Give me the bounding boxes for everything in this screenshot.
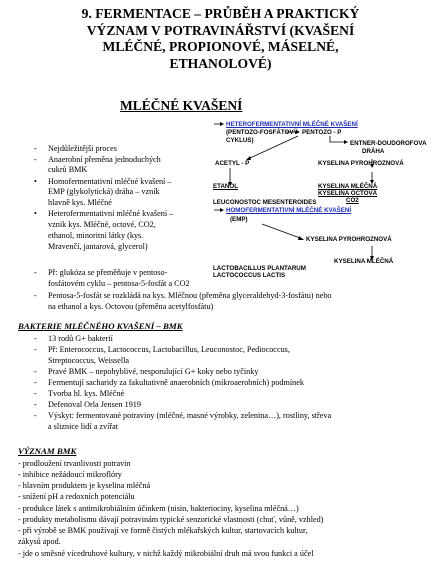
diagram-label: PENTOZO - P (302, 129, 342, 136)
list-item: Streptococcus, Weissella (48, 356, 130, 365)
vyznam-heading: VÝZNAM BMK (18, 446, 77, 456)
diagram-label: (PENTOZO-FOSFÁTOVÝ (226, 129, 298, 136)
diagram-label: LEUCONOSTOC MESENTEROIDES (213, 199, 317, 206)
list-item: a sliznice lidí a zvířat (48, 422, 119, 431)
diagram-label: DRÁHA (362, 148, 385, 155)
arrow-icon (250, 136, 298, 158)
title-line: MLÉČNÉ, PROPIONOVÉ, MÁSELNÉ, (102, 39, 339, 54)
diagram-label: LACTOBACILLUS PLANTARUM (213, 265, 306, 272)
list-item: - prodloužení trvanlivosti potravin (18, 459, 131, 468)
diagram-label: KYSELINA MLÉČNÁ (318, 183, 378, 190)
list-item: - snížení pH a redoxních potenciálu (18, 492, 135, 501)
diagram-label: KYSELINA OCTOVÁ (318, 190, 378, 197)
list-item: - jde o směsné vícedruhové kultury, v nichž každý mikrobiální druh má svou funkci a účel (18, 549, 314, 558)
list-item: - Pravé BMK – nepohyblivé, nesporulující G+ koky nebo tyčinky (48, 367, 258, 377)
diagram-label: KYSELINA MLÉČNÁ (334, 258, 394, 265)
list-item: - při výrobě se BMK používají ve formě čistých mlékařských kultur, startovacích kultur, (18, 526, 308, 535)
list-item: - inhibice nežádoucí mikroflóry (18, 470, 122, 479)
list-item: na ethanol a kys. Octovou (přeměna acetylfosfátu) (48, 302, 214, 311)
diagram-label: (EMP) (230, 216, 248, 223)
diagram-label: CYKLUS) (226, 137, 254, 144)
list-item: EMP (glykolytická) dráha – vzník (48, 187, 160, 196)
diagram-label: ENTNER-DOUDOROFOVA (350, 140, 427, 147)
bmk-heading: BAKTERIE MLÉČNÉHO KVAŠENÍ – BMK (18, 321, 183, 331)
list-item: - Př: glukóza se přeměňuje v pentoso- (48, 268, 167, 278)
list-item: - Pentosa-5-fosfát se rozkládá na kys. Mléčnou (přeměna glyceraldehyd-3-fosfátu) nebo (48, 291, 332, 301)
diagram-label: LACTOCOCCUS LACTIS (213, 272, 286, 279)
list-item: vznik kys. Mléčné, octové, CO2, (48, 220, 156, 229)
list-item: • Homofermentativní mléčné kvašení – (48, 177, 171, 187)
list-item: - produkce látek s antimikrobiálním účinkem (nisin, bakteriociny, kyselina mléčná…) (18, 504, 299, 513)
list-item: - Fermentují sacharidy za fakultativně anaerobních (mikroaerobních) podmínek (48, 378, 304, 388)
list-item: ethanol, minoritní látky (kys. (48, 231, 144, 240)
list-item: Mravenčí, jantarová, glycerol) (48, 242, 148, 251)
section-subtitle: MLÉČNÉ KVAŠENÍ (120, 98, 243, 113)
list-item: - Anaerobní přeměna jednoduchých (48, 155, 161, 165)
title-line: VÝZNAM V POTRAVINÁŘSTVÍ (KVAŠENÍ (86, 22, 355, 38)
list-item: - Tvorba hl. kys. Mléčné (48, 389, 124, 399)
list-item: - Př: Enterococcus, Lactococcus, Lactobacillus, Leuconostoc, Pediococcus, (48, 345, 290, 355)
diagram-label: ETANOL (213, 183, 238, 190)
arrow-icon (330, 136, 344, 142)
diagram-label: ACETYL - P (215, 160, 250, 167)
list-item: hlavně kys. Mléčné (48, 198, 112, 207)
arrow-icon (262, 224, 300, 238)
list-item: - 13 rodů G+ bakterií (48, 334, 113, 344)
list-item: • Heterofermentativní mléčné kvašení – (48, 209, 173, 219)
list-item: - Defenoval Orla Jensen 1919 (48, 400, 141, 410)
title-line: ETHANOLOVÉ) (169, 55, 272, 71)
title-line: 9. FERMENTACE – PRŮBĚH A PRAKTICKÝ (81, 6, 360, 21)
diagram-label: KYSELINA PYROHROZNOVÁ (318, 160, 404, 167)
list-item: cukrů BMK (48, 165, 88, 174)
list-item: zákysů apod. (18, 537, 61, 546)
diagram-label: KYSELINA PYROHROZNOVÁ (306, 236, 392, 243)
diagram-label: CO2 (346, 197, 359, 204)
list-item: - Nejdůležitější proces (48, 144, 117, 154)
homo-title: HOMOFERMENTATIVNÍ MLÉČNÉ KVAŠENÍ (226, 207, 352, 214)
list-item: - produkty metabolismu dávají potravinám typické senzorické vlastnosti (chuť, vůně, vzhled) (18, 515, 324, 524)
list-item: fosfátovém cyklu – pentosa-5-fosfát a CO2 (48, 279, 190, 288)
hetero-title: HETEROFERMENTATIVNÍ MLÉČNÉ KVAŠENÍ (226, 121, 358, 128)
list-item: - hlavním produktem je kyselina mléčná (18, 481, 151, 490)
list-item: - Výskyt: fermentované potraviny (mléčné, masné výrobky, zelenina…), rostliny, střeva (48, 411, 331, 421)
